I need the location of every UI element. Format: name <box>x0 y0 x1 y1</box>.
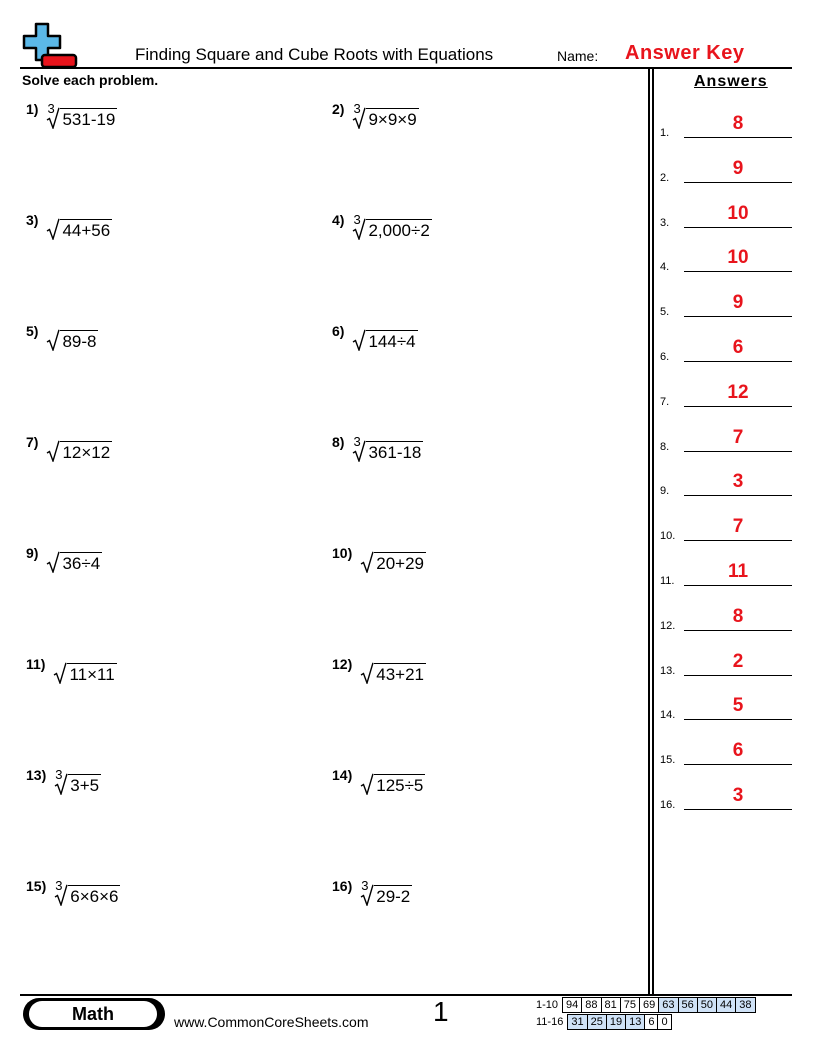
answer-number: 8. <box>660 440 670 453</box>
website-url: www.CommonCoreSheets.com <box>174 1014 369 1030</box>
answer-value: 3 <box>732 471 744 493</box>
score-cell: 50 <box>697 998 716 1013</box>
answer-value: 7 <box>732 516 744 538</box>
answer-row <box>660 157 792 184</box>
score-cell: 63 <box>659 998 678 1013</box>
answer-blank-line <box>684 675 792 676</box>
answer-number: 7. <box>660 395 670 408</box>
problem-number: 13) <box>26 767 47 783</box>
logo-plus-minus-icon <box>20 22 80 70</box>
answer-value: 8 <box>732 113 744 134</box>
footer-divider <box>20 994 792 996</box>
answer-number: 4. <box>660 261 670 274</box>
answer-value: 12 <box>727 381 749 403</box>
name-value: Answer Key <box>625 42 745 64</box>
radical-sign-icon <box>53 662 67 684</box>
answer-blank-line <box>684 585 792 586</box>
radical-expression <box>360 551 426 573</box>
radicand: 2,000÷2 <box>368 221 430 240</box>
problem-number: 5) <box>26 323 39 339</box>
radical-sign-icon <box>360 662 374 684</box>
answer-blank-line <box>684 361 792 362</box>
radicand: 144÷4 <box>368 332 416 351</box>
radical-sign-icon <box>352 329 366 351</box>
radical-expression <box>53 662 116 684</box>
answer-number: 3. <box>660 216 670 229</box>
problem-number: 1) <box>26 101 39 117</box>
answer-row <box>660 202 792 229</box>
subject-badge <box>23 998 165 1030</box>
radical-expression <box>352 101 418 129</box>
score-cell: 81 <box>601 998 620 1013</box>
problem-item <box>332 652 426 684</box>
answer-row <box>660 337 792 363</box>
answer-blank-line <box>684 137 792 138</box>
answer-blank-line <box>684 540 792 541</box>
answer-column-divider <box>652 69 654 994</box>
root-index: 3 <box>353 212 361 227</box>
problem-item <box>26 430 112 462</box>
answer-row <box>660 650 792 677</box>
problem-item <box>26 208 112 240</box>
answer-number: 6. <box>660 351 670 363</box>
problem-item <box>26 652 117 684</box>
score-cell: 56 <box>678 998 697 1013</box>
answer-value: 6 <box>732 337 744 358</box>
answer-number: 11. <box>660 575 675 587</box>
problem-number: 10) <box>332 545 353 561</box>
radicand: 9×9×9 <box>368 110 417 129</box>
score-cell: 75 <box>620 998 639 1013</box>
answer-blank-line <box>684 271 792 272</box>
problem-number: 8) <box>332 434 345 450</box>
radical-expression <box>46 329 98 351</box>
answer-row <box>660 113 792 139</box>
answer-column-divider <box>648 69 650 994</box>
answer-blank-line <box>684 406 792 407</box>
problem-item <box>26 874 120 906</box>
radical-expression <box>360 878 412 906</box>
radical-expression <box>54 767 101 795</box>
answer-number: 9. <box>660 485 670 498</box>
problem-number: 12) <box>332 656 353 672</box>
radical-sign-icon <box>46 218 60 240</box>
answer-row <box>660 247 792 274</box>
answer-row <box>660 695 792 722</box>
answer-blank-line <box>684 182 792 183</box>
answer-number: 2. <box>660 171 670 184</box>
answer-number: 13. <box>660 664 676 677</box>
radicand: 361-18 <box>368 443 422 462</box>
answer-row <box>660 381 792 408</box>
problem-item <box>26 97 117 129</box>
answer-number: 15. <box>660 754 676 767</box>
root-index: 3 <box>361 878 369 893</box>
root-index: 3 <box>47 101 55 116</box>
problem-number: 6) <box>332 323 345 339</box>
answer-row <box>660 426 792 453</box>
answer-number: 12. <box>660 619 676 632</box>
score-cell: 0 <box>658 1015 671 1030</box>
root-index: 3 <box>55 767 63 782</box>
radical-expression <box>54 878 120 906</box>
radicand: 125÷5 <box>376 776 424 795</box>
radicand: 11×11 <box>69 665 115 684</box>
instructions: Solve each problem. <box>22 72 159 88</box>
answer-value: 10 <box>727 247 749 269</box>
problem-item <box>26 763 101 795</box>
radicand: 36÷4 <box>62 554 101 573</box>
problem-number: 14) <box>332 767 353 783</box>
subject-label: Math <box>29 1001 157 1027</box>
problem-item <box>26 319 98 351</box>
problem-number: 7) <box>26 434 39 450</box>
radicand: 29-2 <box>376 887 411 906</box>
problem-number: 16) <box>332 878 353 894</box>
problem-number: 3) <box>26 212 39 228</box>
answer-value: 6 <box>732 740 744 762</box>
problem-item <box>332 97 419 129</box>
radical-expression <box>46 440 112 462</box>
answer-row <box>660 471 792 498</box>
answer-value: 10 <box>727 202 749 224</box>
score-cell: 25 <box>587 1015 606 1030</box>
radical-sign-icon <box>46 551 60 573</box>
radical-expression <box>360 662 426 684</box>
problem-number: 9) <box>26 545 39 561</box>
answer-value: 9 <box>732 157 744 179</box>
problem-number: 11) <box>26 656 46 672</box>
score-range-label: 11-16 <box>536 1016 564 1028</box>
answer-number: 1. <box>660 127 670 139</box>
answer-blank-line <box>684 316 792 317</box>
radicand: 12×12 <box>62 443 111 462</box>
radical-sign-icon <box>46 440 60 462</box>
radical-expression <box>46 101 117 129</box>
radicand: 3+5 <box>70 776 100 795</box>
score-row <box>533 997 756 1013</box>
root-index: 3 <box>55 878 63 893</box>
name-label: Name: <box>557 48 599 64</box>
problem-item <box>332 541 426 573</box>
radicand: 44+56 <box>62 221 111 240</box>
answer-blank-line <box>684 764 792 765</box>
answer-row <box>660 740 792 767</box>
score-cell: 38 <box>736 998 755 1013</box>
root-index: 3 <box>353 434 361 449</box>
radical-sign-icon <box>360 773 374 795</box>
header-divider <box>20 67 792 69</box>
answer-value: 11 <box>727 561 749 582</box>
problem-item <box>332 208 432 240</box>
score-cell: 19 <box>606 1015 625 1030</box>
answer-value: 7 <box>732 426 744 448</box>
answer-row <box>660 292 792 319</box>
score-cell: 94 <box>563 998 582 1013</box>
score-cell: 69 <box>640 998 659 1013</box>
answer-value: 3 <box>732 785 744 806</box>
answer-blank-line <box>684 809 792 810</box>
answer-number: 5. <box>660 306 670 319</box>
radical-expression <box>352 434 423 462</box>
answer-blank-line <box>684 227 792 228</box>
problem-number: 2) <box>332 101 345 117</box>
worksheet-title: Finding Square and Cube Roots with Equations <box>135 45 494 64</box>
score-cell: 88 <box>582 998 601 1013</box>
score-cell: 31 <box>568 1015 587 1030</box>
problem-item <box>332 763 425 795</box>
score-row <box>533 1014 672 1030</box>
answer-value: 8 <box>732 605 744 627</box>
radical-expression <box>360 773 425 795</box>
problem-item <box>332 319 418 351</box>
answer-blank-line <box>684 451 792 452</box>
page-number: 1 <box>433 996 449 1027</box>
radicand: 89-8 <box>62 332 97 351</box>
radicand: 531-19 <box>62 110 116 129</box>
answer-blank-line <box>684 630 792 631</box>
radicand: 43+21 <box>376 665 424 684</box>
problem-item <box>332 874 412 906</box>
radical-expression <box>46 218 112 240</box>
score-range-label: 1-10 <box>536 999 559 1011</box>
radical-sign-icon <box>360 551 374 573</box>
answer-value: 5 <box>732 695 744 717</box>
answer-value: 9 <box>732 292 744 314</box>
problem-number: 15) <box>26 878 47 894</box>
score-cell: 6 <box>645 1015 658 1030</box>
answer-number: 10. <box>660 530 676 543</box>
answer-row <box>660 516 792 543</box>
answer-number: 14. <box>660 709 676 722</box>
answer-row <box>660 605 792 632</box>
answer-blank-line <box>684 495 792 496</box>
score-cell: 13 <box>626 1015 645 1030</box>
radical-sign-icon <box>46 329 60 351</box>
problem-item <box>332 430 423 462</box>
radicand: 20+29 <box>376 554 424 573</box>
radical-expression <box>46 551 102 573</box>
radical-expression <box>352 212 431 240</box>
answer-number: 16. <box>660 799 676 811</box>
problem-number: 4) <box>332 212 345 228</box>
answer-value: 2 <box>732 650 744 672</box>
score-cell: 44 <box>717 998 736 1013</box>
answers-heading: Answers <box>694 73 768 90</box>
radical-expression <box>352 329 417 351</box>
answer-blank-line <box>684 719 792 720</box>
answer-row <box>660 561 792 587</box>
root-index: 3 <box>353 101 361 116</box>
radicand: 6×6×6 <box>70 887 119 906</box>
problem-item <box>26 541 102 573</box>
answer-row <box>660 785 792 811</box>
